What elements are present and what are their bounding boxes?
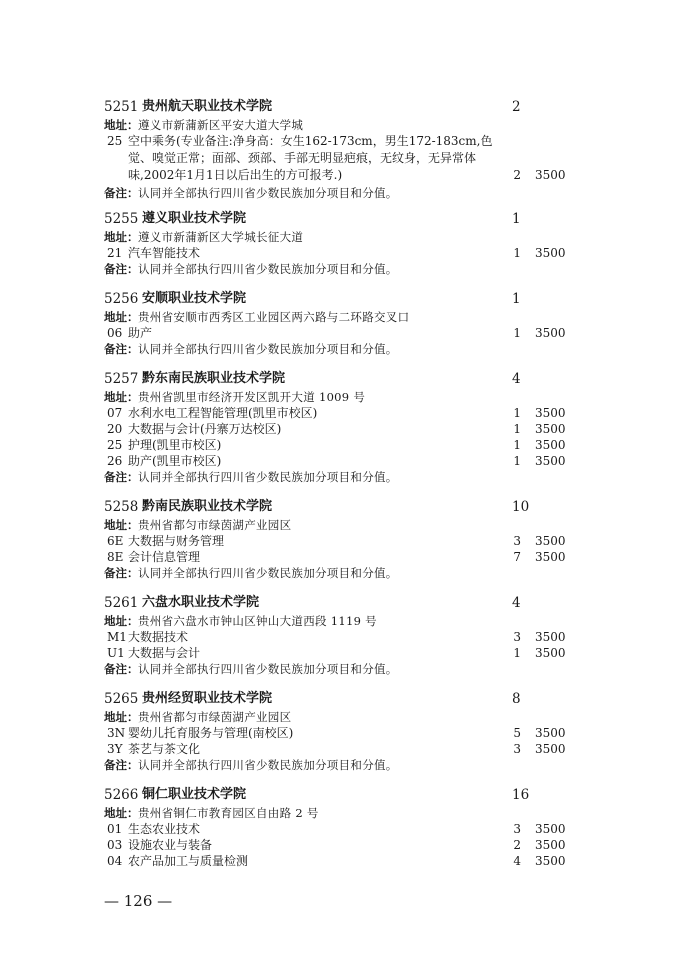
school-code: 5261 — [104, 595, 139, 611]
major-name: 大数据技术 — [128, 630, 189, 644]
major-code: 3Y — [107, 742, 123, 756]
major-row — [104, 741, 574, 757]
major-row — [104, 549, 574, 565]
note-text: 认同并全部执行四川省少数民族加分项目和分值。 — [138, 758, 398, 772]
address-text: 遵义市新蒲新区大学城长征大道 — [138, 230, 304, 244]
school-header — [104, 785, 574, 805]
major-row — [104, 645, 574, 661]
school-block — [104, 593, 574, 677]
major-name: 大数据与会计(丹寨万达校区) — [128, 422, 282, 436]
major-row — [104, 133, 574, 185]
address-label: 地址： — [104, 806, 139, 820]
major-fee: 3500 — [535, 838, 566, 852]
school-header — [104, 209, 574, 229]
major-name: 大数据与财务管理 — [128, 534, 225, 548]
note-text: 认同并全部执行四川省少数民族加分项目和分值。 — [138, 262, 398, 276]
school-address — [104, 613, 574, 629]
school-block — [104, 97, 574, 201]
school-header — [104, 689, 574, 709]
major-fee: 3500 — [535, 726, 566, 740]
address-text: 贵州省铜仁市教育园区自由路 2 号 — [138, 806, 319, 820]
school-code: 5266 — [104, 787, 139, 803]
major-row — [104, 421, 574, 437]
major-name: 汽车智能技术 — [128, 246, 201, 260]
major-count: 2 — [513, 168, 521, 182]
major-count: 1 — [513, 646, 521, 660]
note-label: 备注： — [104, 566, 139, 580]
school-total: 16 — [512, 787, 530, 803]
school-header — [104, 369, 574, 389]
school-block — [104, 689, 574, 773]
major-count: 4 — [513, 854, 521, 868]
major-count: 1 — [513, 454, 521, 468]
address-text: 贵州省安顺市西秀区工业园区两六路与二环路交叉口 — [138, 310, 410, 324]
address-label: 地址： — [104, 118, 139, 132]
school-block — [104, 289, 574, 357]
school-note — [104, 565, 574, 581]
major-count: 1 — [513, 326, 521, 340]
major-count: 7 — [513, 550, 521, 564]
address-text: 遵义市新蒲新区平安大道大学城 — [138, 118, 304, 132]
major-name: 会计信息管理 — [128, 550, 201, 564]
note-label: 备注： — [104, 186, 139, 200]
school-name: 六盘水职业技术学院 — [142, 595, 260, 610]
major-name: 生态农业技术 — [128, 822, 201, 836]
major-name: 大数据与会计 — [128, 646, 201, 660]
major-count: 1 — [513, 406, 521, 420]
school-total: 8 — [512, 691, 521, 707]
major-name: 助产 — [128, 326, 153, 340]
address-label: 地址： — [104, 310, 139, 324]
school-header — [104, 289, 574, 309]
major-row — [104, 453, 574, 469]
school-note — [104, 757, 574, 773]
major-row — [104, 837, 574, 853]
address-label: 地址： — [104, 614, 139, 628]
school-name: 铜仁职业技术学院 — [142, 787, 247, 802]
major-name: 设施农业与装备 — [128, 838, 213, 852]
note-text: 认同并全部执行四川省少数民族加分项目和分值。 — [138, 662, 398, 676]
address-label: 地址： — [104, 390, 139, 404]
note-label: 备注： — [104, 342, 139, 356]
school-address — [104, 389, 574, 405]
major-code: 26 — [107, 454, 123, 468]
address-text: 贵州省都匀市绿茵湖产业园区 — [138, 710, 292, 724]
note-text: 认同并全部执行四川省少数民族加分项目和分值。 — [138, 470, 398, 484]
major-row — [104, 853, 574, 869]
school-block — [104, 497, 574, 581]
major-count: 1 — [513, 246, 521, 260]
major-fee: 3500 — [535, 246, 566, 260]
address-text: 贵州省六盘水市钟山区钟山大道西段 1119 号 — [138, 614, 377, 628]
major-code: 21 — [107, 246, 123, 260]
address-label: 地址： — [104, 518, 139, 532]
school-code: 5257 — [104, 371, 139, 387]
school-address — [104, 117, 574, 133]
school-header — [104, 97, 574, 117]
school-note — [104, 185, 574, 201]
major-count: 1 — [513, 422, 521, 436]
school-address — [104, 309, 574, 325]
school-code: 5258 — [104, 499, 139, 515]
major-count: 2 — [513, 838, 521, 852]
major-code: 03 — [107, 838, 123, 852]
major-row — [104, 821, 574, 837]
major-row — [104, 325, 574, 341]
school-block — [104, 369, 574, 485]
major-row — [104, 629, 574, 645]
major-fee: 3500 — [535, 550, 566, 564]
major-count: 3 — [513, 534, 521, 548]
major-name: 护理(凯里市校区) — [128, 438, 222, 452]
school-total: 2 — [512, 99, 521, 115]
school-note — [104, 469, 574, 485]
school-block — [104, 209, 574, 277]
school-note — [104, 661, 574, 677]
major-name: 空中乘务(专业备注:净身高：女生162-173cm，男生172-183cm,色觉、嗅觉正常；面部、颈部、手部无明显疤痕，无纹身，无异常体味,2002年1月1日以后出生的方可报考.) — [128, 134, 493, 182]
school-address — [104, 709, 574, 725]
major-fee: 3500 — [535, 630, 566, 644]
major-count: 3 — [513, 822, 521, 836]
major-row — [104, 405, 574, 421]
major-name: 水利水电工程智能管理(凯里市校区) — [128, 406, 318, 420]
school-name: 贵州航天职业技术学院 — [142, 99, 273, 114]
major-count: 5 — [513, 726, 521, 740]
school-name: 贵州经贸职业技术学院 — [142, 691, 273, 706]
major-fee: 3500 — [535, 422, 566, 436]
address-label: 地址： — [104, 710, 139, 724]
note-label: 备注： — [104, 662, 139, 676]
school-name: 遵义职业技术学院 — [142, 211, 247, 226]
major-name: 农产品加工与质量检测 — [128, 854, 249, 868]
major-code: 07 — [107, 406, 123, 420]
major-fee: 3500 — [535, 438, 566, 452]
school-total: 1 — [512, 211, 521, 227]
school-header — [104, 497, 574, 517]
note-label: 备注： — [104, 470, 139, 484]
school-code: 5265 — [104, 691, 139, 707]
major-row — [104, 725, 574, 741]
school-name: 黔南民族职业技术学院 — [142, 499, 273, 514]
major-code: 6E — [107, 534, 124, 548]
note-text: 认同并全部执行四川省少数民族加分项目和分值。 — [138, 186, 398, 200]
school-address — [104, 805, 574, 821]
major-fee: 3500 — [535, 168, 566, 182]
school-total: 4 — [512, 595, 521, 611]
major-code: M1 — [107, 630, 127, 644]
major-count: 1 — [513, 438, 521, 452]
school-total: 1 — [512, 291, 521, 307]
major-code: 04 — [107, 854, 123, 868]
major-count: 3 — [513, 630, 521, 644]
school-header — [104, 593, 574, 613]
major-fee: 3500 — [535, 854, 566, 868]
note-label: 备注： — [104, 262, 139, 276]
major-row — [104, 437, 574, 453]
school-note — [104, 341, 574, 357]
school-block — [104, 785, 574, 869]
school-total: 4 — [512, 371, 521, 387]
major-count: 3 — [513, 742, 521, 756]
address-text: 贵州省凯里市经济开发区凯开大道 1009 号 — [138, 390, 366, 404]
major-code: 01 — [107, 822, 123, 836]
major-code: 8E — [107, 550, 124, 564]
major-fee: 3500 — [535, 406, 566, 420]
major-code: 25 — [107, 438, 123, 452]
major-fee: 3500 — [535, 742, 566, 756]
note-text: 认同并全部执行四川省少数民族加分项目和分值。 — [138, 566, 398, 580]
major-code: 3N — [107, 726, 126, 740]
page-number: — 126 — — [104, 892, 173, 910]
major-code: U1 — [107, 646, 125, 660]
school-name: 黔东南民族职业技术学院 — [142, 371, 286, 386]
school-code: 5255 — [104, 211, 139, 227]
major-name: 婴幼儿托育服务与管理(南校区) — [128, 726, 294, 740]
major-row — [104, 533, 574, 549]
major-name: 茶艺与茶文化 — [128, 742, 201, 756]
school-name: 安顺职业技术学院 — [142, 291, 247, 306]
school-total: 10 — [512, 499, 530, 515]
major-row — [104, 245, 574, 261]
major-code: 20 — [107, 422, 123, 436]
major-fee: 3500 — [535, 454, 566, 468]
school-note — [104, 261, 574, 277]
school-code: 5256 — [104, 291, 139, 307]
address-text: 贵州省都匀市绿茵湖产业园区 — [138, 518, 292, 532]
major-name: 助产(凯里市校区) — [128, 454, 222, 468]
address-label: 地址： — [104, 230, 139, 244]
school-code: 5251 — [104, 99, 139, 115]
major-fee: 3500 — [535, 534, 566, 548]
major-fee: 3500 — [535, 326, 566, 340]
major-fee: 3500 — [535, 822, 566, 836]
school-address — [104, 229, 574, 245]
major-code: 25 — [107, 134, 123, 148]
note-text: 认同并全部执行四川省少数民族加分项目和分值。 — [138, 342, 398, 356]
note-label: 备注： — [104, 758, 139, 772]
major-fee: 3500 — [535, 646, 566, 660]
major-code: 06 — [107, 326, 123, 340]
school-address — [104, 517, 574, 533]
